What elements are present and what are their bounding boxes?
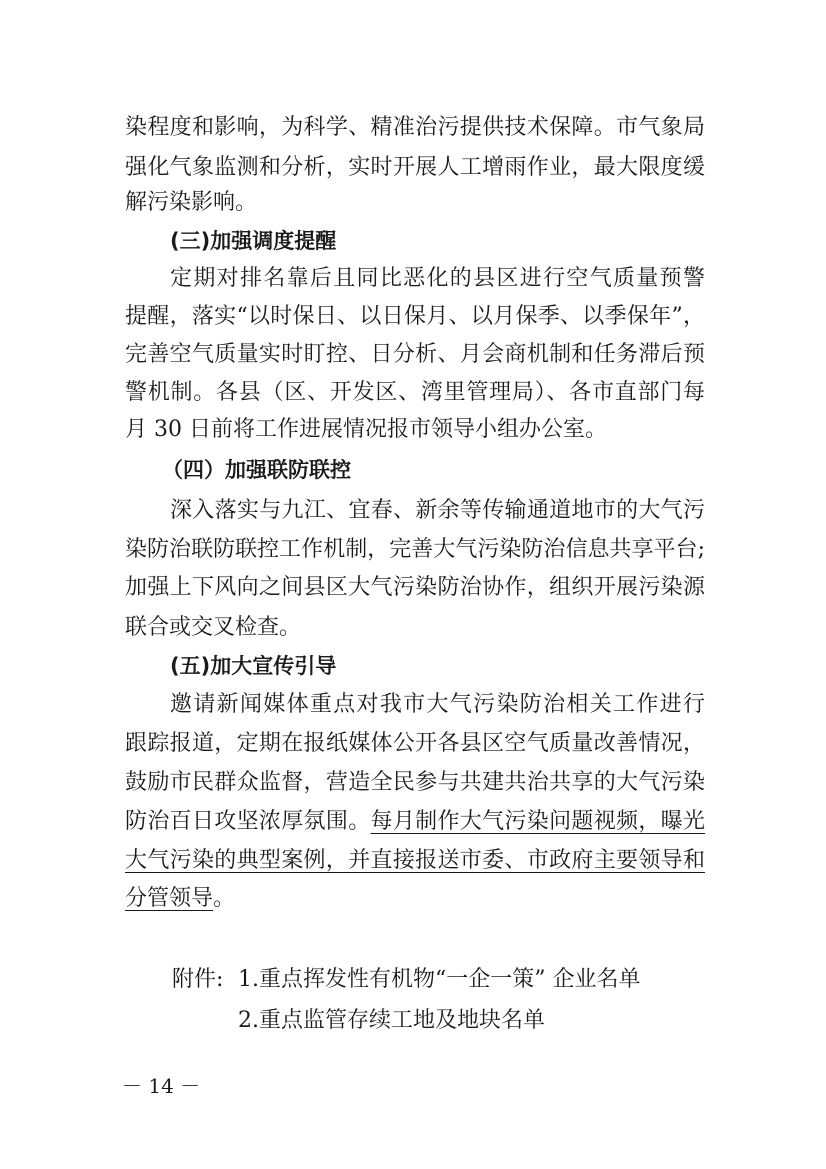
section-heading: (五)加大宣传引导 xyxy=(170,654,337,678)
page-number: － 14 － xyxy=(122,1074,201,1098)
body-text: 。 xyxy=(213,886,236,911)
section-heading: （四）加强联防联控 xyxy=(162,458,351,482)
body-line: 解污染影响。 xyxy=(125,190,258,215)
body-line: 跟踪报道，定期在报纸媒体公开各县区空气质量改善情况， xyxy=(125,731,705,756)
body-line: 染防治联防联控工作机制，完善大气污染防治信息共享平台; xyxy=(125,537,705,562)
body-line: 染程度和影响，为科学、精准治污提供技术保障。市气象局 xyxy=(125,115,705,140)
body-line: 警机制。各县（区、开发区、湾里管理局）、各市直部门每 xyxy=(125,380,705,405)
underlined-text: 每月制作大气污染问题视频，曝光 xyxy=(370,809,705,834)
body-line: 邀请新闻媒体重点对我市大气污染防治相关工作进行 xyxy=(170,692,705,717)
body-line: 提醒，落实“以时保日、以日保月、以月保季、以季保年”， xyxy=(125,304,705,329)
attachment-item: 2.重点监管存续工地及地块名单 xyxy=(238,1008,545,1033)
body-line-mixed xyxy=(125,884,705,914)
body-line: 强化气象监测和分析，实时开展人工增雨作业，最大限度缓 xyxy=(125,155,705,180)
body-text: 防治百日攻坚浓厚氛围。 xyxy=(125,809,371,834)
section-heading: (三)加强调度提醒 xyxy=(170,229,337,253)
body-line: 完善空气质量实时盯控、日分析、月会商机制和任务滞后预 xyxy=(125,342,705,367)
attachment-label: 附件: xyxy=(172,967,224,992)
body-line-mixed xyxy=(125,807,705,837)
body-line: 定期对排名靠后且同比恶化的县区进行空气质量预警 xyxy=(170,266,705,291)
body-line: 联合或交叉检查。 xyxy=(125,615,302,640)
body-line: 月 30 日前将工作进展情况报市领导小组办公室。 xyxy=(125,417,607,442)
body-line: 深入落实与九江、宜春、新余等传输通道地市的大气污 xyxy=(170,498,705,523)
body-line: 鼓励市民群众监督，营造全民参与共建共治共享的大气污染 xyxy=(125,770,705,795)
underlined-text: 分管领导 xyxy=(125,886,214,911)
attachment-item: 1.重点挥发性有机物“一企一策” 企业名单 xyxy=(238,967,641,992)
body-line: 加强上下风向之间县区大气污染防治协作，组织开展污染源 xyxy=(125,575,705,600)
underlined-line: 大气污染的典型案例，并直接报送市委、市政府主要领导和 xyxy=(125,848,705,873)
